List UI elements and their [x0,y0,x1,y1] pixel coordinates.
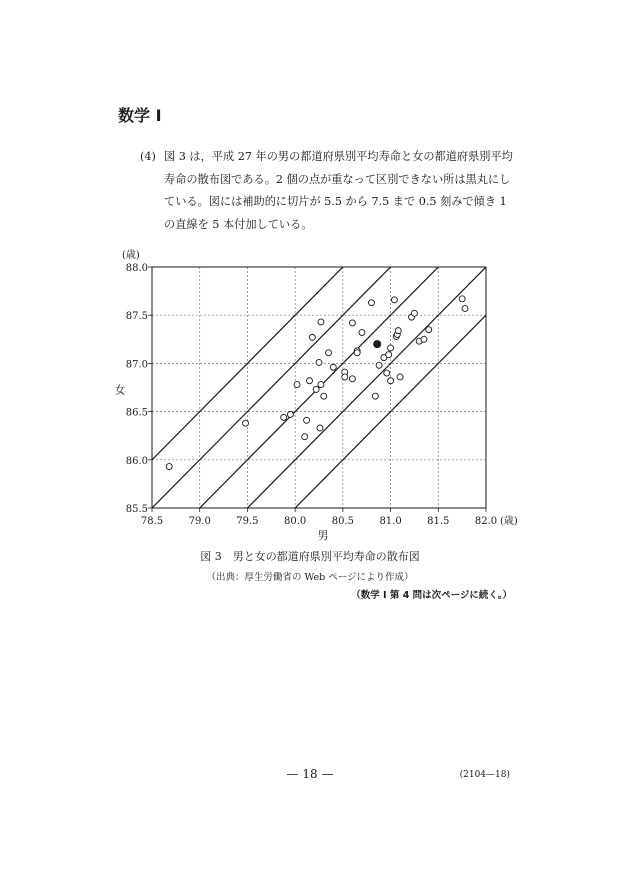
data-point [294,382,300,388]
y-tick-label: 86.5 [125,407,148,419]
data-point [326,350,332,356]
continue-note: （数学 I 第 4 問は次ページに続く。） [351,590,512,601]
y-axis-label: 女 [114,383,126,397]
x-tick-label: 81.0 [379,516,402,527]
data-point [388,345,394,351]
data-point [349,376,355,382]
data-point [388,378,394,384]
x-tick-label: 80.5 [331,516,354,527]
data-point [384,370,390,376]
page-number: — 18 — [286,767,334,781]
figure-source: （出典：厚生労働省の Web ページにより作成） [206,572,414,583]
reference-line [152,122,486,459]
y-tick-label: 88.0 [125,263,148,274]
data-point [368,300,374,306]
data-point [354,350,360,356]
y-tick-label: 87.0 [125,359,148,371]
data-point [359,330,365,336]
x-tick-label: 80.0 [284,516,307,527]
data-point [386,352,392,358]
x-tick-label: 78.5 [140,516,164,527]
reference-line [152,219,486,556]
data-point [318,319,324,325]
page-code: (2104—18) [459,770,510,780]
data-point [330,364,336,370]
y-tick-label: 85.5 [125,504,148,515]
data-point [313,386,319,392]
data-point [287,411,293,417]
x-tick-label: 81.5 [427,516,450,527]
problem-text: 図 3 は，平成 27 年の男の都道府県別平均寿命と女の都道府県別平均寿命の散布図である。2 個の点が重なって区別できない所は黒丸にしている。図には補助的に切片が 5.5 から 7.5 まで 0.5 刻みで傾き 1 の直線を 5 本付加している。 [164,150,513,231]
x-tick-label: 79.0 [188,516,211,527]
x-unit-label: (歳) [500,516,518,527]
data-point [317,425,323,431]
y-tick-label: 87.5 [125,311,148,323]
data-point [421,336,427,342]
data-point [166,464,172,470]
data-point [309,334,315,340]
data-point [306,378,312,384]
data-point [281,414,287,420]
data-point [426,327,432,333]
x-tick-label: 82.0 [474,516,498,527]
data-point [376,362,382,368]
data-point [304,417,310,423]
data-point [318,382,324,388]
data-point [302,434,308,440]
problem-number: (4) [140,150,156,163]
data-point [243,420,249,426]
x-tick-label: 79.5 [236,516,259,527]
data-point [395,328,401,334]
data-point [316,359,322,365]
data-point [321,393,327,399]
data-point [372,393,378,399]
data-point [397,374,403,380]
y-tick-label: 86.0 [125,455,148,467]
data-point [349,320,355,326]
overlap-point [374,341,381,348]
data-point [342,374,348,380]
reference-line [152,171,486,508]
figure-caption: 図 3 男と女の都道府県別平均寿命の散布図 [200,550,420,563]
y-unit-label: (歳) [122,250,140,261]
data-point [391,297,397,303]
data-point [459,296,465,302]
section-title: 数学 I [118,106,162,125]
data-point [411,310,417,316]
x-axis-label: 男 [317,529,329,542]
data-point [462,305,468,311]
